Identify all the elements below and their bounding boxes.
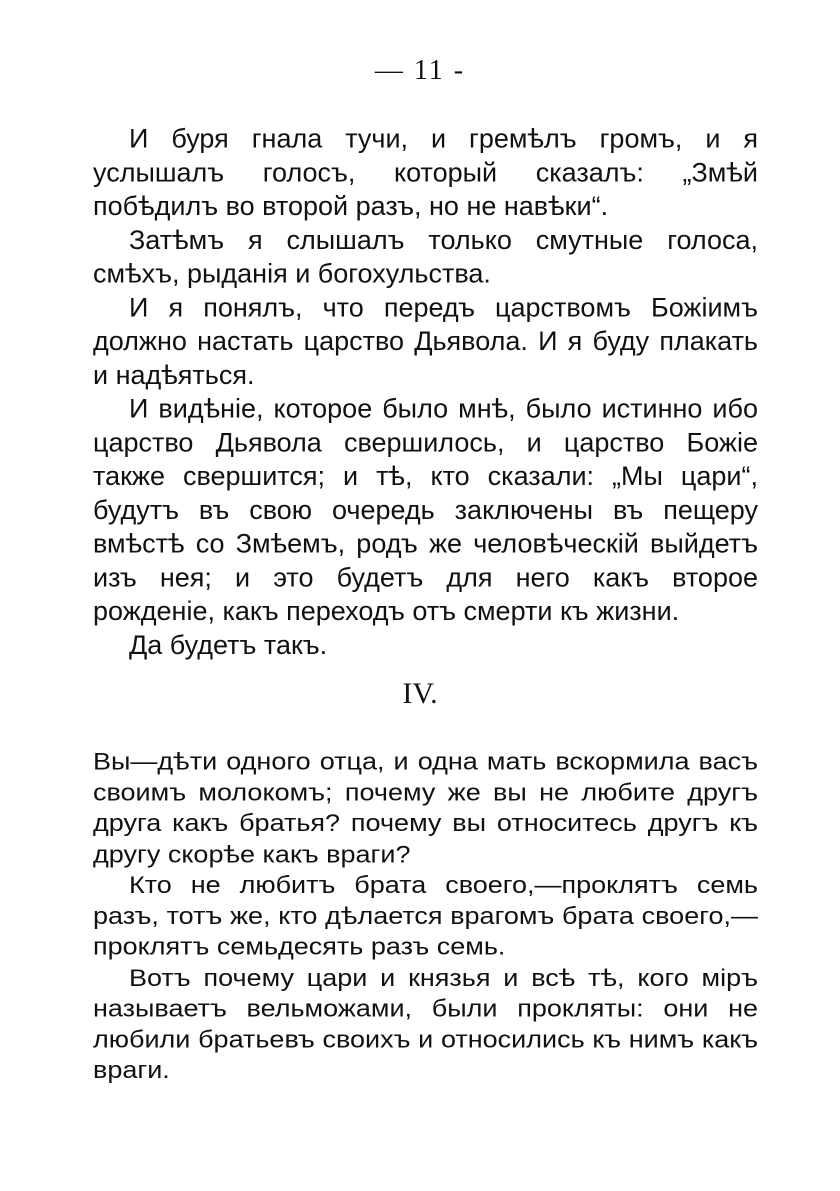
paragraph: Вы—дѣти одного отца, и одна мать вскормила васъ своимъ молокомъ; почему же вы не любите другъ друга какъ братья? почему вы относитесь другъ къ другу скорѣе какъ враги? bbox=[93, 747, 758, 868]
paragraph: И буря гнала тучи, и гремѣлъ громъ, и я услышалъ голосъ, который сказалъ: „Змѣй побѣдилъ во второй разъ, но не навѣки“. bbox=[93, 123, 758, 221]
section-1-text bbox=[93, 122, 758, 662]
section-heading: IV. bbox=[402, 677, 438, 710]
paragraph: Затѣмъ я слышалъ только смутные голоса, смѣхъ, рыданія и богохульства. bbox=[93, 225, 758, 289]
page-number: — 11 - bbox=[374, 55, 466, 86]
paragraph: И я понялъ, что передъ царствомъ Божіимъ должно настать царство Дьявола. И я буду плакать и надѣяться. bbox=[93, 292, 758, 390]
paragraph: Кто не любитъ брата своего,—проклятъ семь разъ, тотъ же, кто дѣлается врагомъ брата своего,—проклятъ семьдесять разъ семь. bbox=[93, 871, 758, 960]
paragraph: Да будетъ такъ. bbox=[129, 630, 328, 660]
section-2-text bbox=[93, 746, 758, 1086]
paragraph: И видѣніе, которое было мнѣ, было истинно ибо царство Дьявола свершилось, и царство Божіе также свершится; и тѣ, кто сказали: „Мы цари“, будутъ въ свою очередь заключены въ пещеру вмѣстѣ со Змѣемъ, родъ же человѣческій выйдетъ изъ нея; и это будетъ для него какъ второе рожденіе, какъ переходъ отъ смерти къ жизни. bbox=[93, 393, 758, 626]
paragraph: Вотъ почему цари и князья и всѣ тѣ, кого міръ называетъ вельможами, были прокляты: они не любили братьевъ своихъ и относились къ нимъ какъ враги. bbox=[93, 963, 758, 1084]
